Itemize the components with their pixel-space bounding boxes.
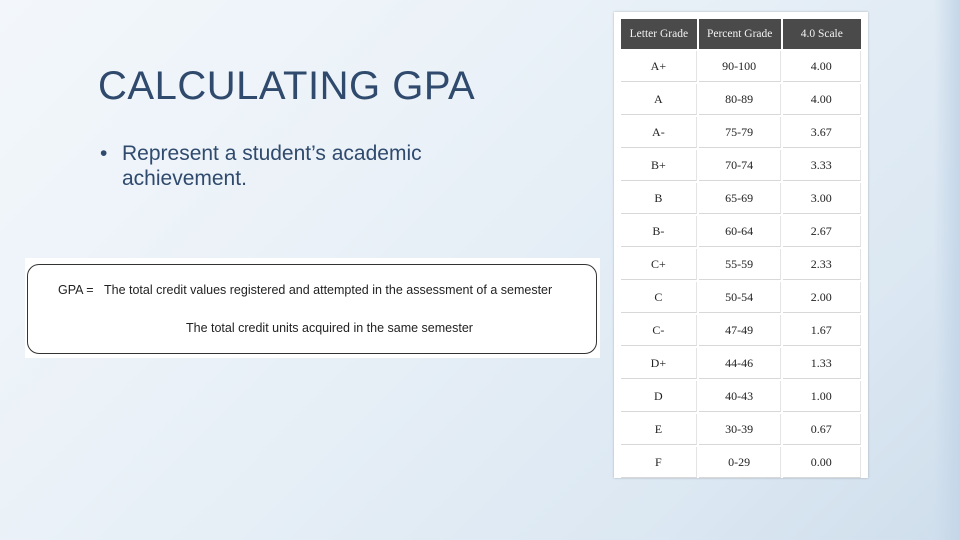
table-row xyxy=(621,150,861,181)
scale-cell: 1.33 xyxy=(783,348,861,379)
table-row xyxy=(621,51,861,82)
percent-grade-cell: 70-74 xyxy=(699,150,781,181)
letter-grade-cell: D+ xyxy=(621,348,697,379)
letter-grade-cell: C xyxy=(621,282,697,313)
bullet-list xyxy=(98,141,518,191)
formula-denominator: The total credit units acquired in the same semester xyxy=(186,321,473,335)
letter-grade-cell: C- xyxy=(621,315,697,346)
scale-cell: 3.67 xyxy=(783,117,861,148)
table-row xyxy=(621,183,861,214)
scale-cell: 1.67 xyxy=(783,315,861,346)
letter-grade-cell: E xyxy=(621,414,697,445)
formula-box xyxy=(27,264,597,354)
scale-cell: 2.67 xyxy=(783,216,861,247)
percent-grade-cell: 47-49 xyxy=(699,315,781,346)
percent-grade-cell: 75-79 xyxy=(699,117,781,148)
percent-grade-cell: 40-43 xyxy=(699,381,781,412)
scale-cell: 3.33 xyxy=(783,150,861,181)
table-row xyxy=(621,348,861,379)
table-row xyxy=(621,117,861,148)
header-letter-grade: Letter Grade xyxy=(621,19,697,49)
letter-grade-cell: F xyxy=(621,447,697,478)
letter-grade-cell: B+ xyxy=(621,150,697,181)
percent-grade-cell: 55-59 xyxy=(699,249,781,280)
percent-grade-cell: 80-89 xyxy=(699,84,781,115)
table-row xyxy=(621,249,861,280)
percent-grade-cell: 30-39 xyxy=(699,414,781,445)
scale-cell: 2.00 xyxy=(783,282,861,313)
gpa-formula-image xyxy=(25,258,600,358)
percent-grade-cell: 0-29 xyxy=(699,447,781,478)
scale-cell: 1.00 xyxy=(783,381,861,412)
header-percent-grade: Percent Grade xyxy=(699,19,781,49)
percent-grade-cell: 50-54 xyxy=(699,282,781,313)
scale-cell: 2.33 xyxy=(783,249,861,280)
table-row xyxy=(621,84,861,115)
bullet-marker: • xyxy=(100,142,108,165)
letter-grade-cell: B- xyxy=(621,216,697,247)
grade-table xyxy=(619,17,863,480)
bullet-text: Represent a student’s academic achievement. xyxy=(122,142,422,190)
background-edge xyxy=(934,0,960,540)
formula-label: GPA = xyxy=(58,283,94,297)
letter-grade-cell: A- xyxy=(621,117,697,148)
grade-table-image xyxy=(614,12,868,478)
header-scale: 4.0 Scale xyxy=(783,19,861,49)
scale-cell: 4.00 xyxy=(783,51,861,82)
slide-title: CALCULATING GPA xyxy=(98,64,476,108)
scale-cell: 4.00 xyxy=(783,84,861,115)
percent-grade-cell: 60-64 xyxy=(699,216,781,247)
bullet-item xyxy=(98,141,518,191)
percent-grade-cell: 90-100 xyxy=(699,51,781,82)
table-row xyxy=(621,447,861,478)
table-row xyxy=(621,282,861,313)
letter-grade-cell: D xyxy=(621,381,697,412)
formula-numerator: The total credit values registered and attempted in the assessment of a semester xyxy=(104,283,553,297)
letter-grade-cell: C+ xyxy=(621,249,697,280)
table-row xyxy=(621,216,861,247)
table-row xyxy=(621,381,861,412)
scale-cell: 0.00 xyxy=(783,447,861,478)
scale-cell: 3.00 xyxy=(783,183,861,214)
percent-grade-cell: 44-46 xyxy=(699,348,781,379)
percent-grade-cell: 65-69 xyxy=(699,183,781,214)
scale-cell: 0.67 xyxy=(783,414,861,445)
table-row xyxy=(621,414,861,445)
table-row xyxy=(621,315,861,346)
letter-grade-cell: B xyxy=(621,183,697,214)
letter-grade-cell: A xyxy=(621,84,697,115)
grade-table-body xyxy=(621,51,861,478)
letter-grade-cell: A+ xyxy=(621,51,697,82)
table-header-row xyxy=(621,19,861,49)
